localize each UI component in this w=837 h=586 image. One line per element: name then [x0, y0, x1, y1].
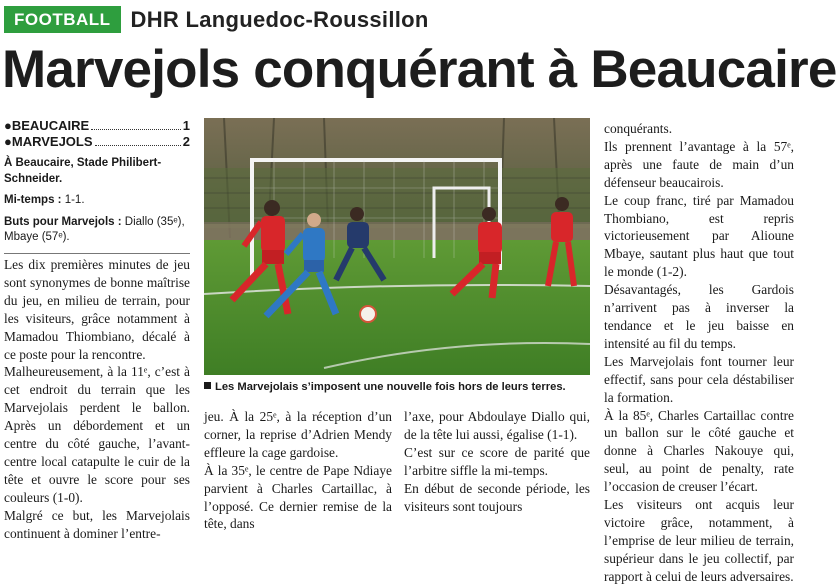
paragraph: jeu. À la 25ᵉ, à la réception d’un corner, la reprise d’Adrien Mendy effleure la cage gardoise.: [204, 409, 392, 460]
paragraph: Ils prennent l’avantage à la 57ᵉ, après une faute de main d’un défenseur beaucairois.: [604, 138, 794, 190]
halftime-line: [4, 193, 190, 209]
team-score: 2: [182, 134, 190, 149]
rubric-header: [4, 6, 429, 33]
article-column-3: [404, 408, 590, 515]
paragraph: Les visiteurs ont acquis leur victoire grâce, notamment, à l’emprise de leur milieu de terrain, supérieur dans le jeu collectif, par rapport à celui de leurs adversaires.: [604, 497, 794, 584]
dotted-leader: [91, 118, 181, 130]
team-row-home: [4, 118, 190, 134]
divider: [4, 253, 190, 254]
photo-caption: [204, 380, 590, 394]
bullet-icon: ●: [4, 118, 12, 133]
team-score: 1: [182, 118, 190, 133]
dotted-leader: [95, 134, 181, 146]
paragraph: Désavantagés, les Gardois n’arrivent pas à inverser la tendance et le jeu baisse en intensité au fil du temps.: [604, 282, 794, 351]
paragraph: Les Marvejolais font tourner leur effectif, sans pour cela déstabiliser la formation.: [604, 353, 794, 405]
caption-text: Les Marvejolais s’imposent une nouvelle fois hors de leurs terres.: [215, 381, 566, 393]
team-name: MARVEJOLS: [11, 134, 93, 149]
bullet-icon: ●: [4, 134, 12, 149]
football-ball: [360, 306, 376, 322]
paragraph: En début de seconde période, les visiteurs sont toujours: [404, 480, 590, 514]
paragraph: Malgré ce but, les Marvejolais continuent à dominer l’entre-: [4, 507, 190, 541]
paragraph: C’est sur ce score de parité que l’arbitre siffle la mi-temps.: [404, 444, 590, 478]
paragraph: Les dix premières minutes de jeu sont synonymes de bonne maîtrise du jeu, en milieu de terrain, pour les visiteurs, grâce notamment à Mamadou Thiombiano, décalé à ce poste pour la rencontre.: [4, 257, 190, 362]
paragraph: conquérants.: [604, 121, 673, 136]
score-box: [4, 118, 190, 254]
match-info: [4, 156, 190, 246]
match-photo: [204, 118, 590, 375]
article-column-1: [4, 256, 190, 543]
article-headline: Marvejols conquérant à Beaucaire: [2, 40, 837, 99]
article-column-4: [604, 120, 794, 586]
venue: À Beaucaire, Stade Philibert-Schneider.: [4, 157, 162, 185]
paragraph: l’axe, pour Abdoulaye Diallo qui, de la tête lui aussi, égalise (1-1).: [404, 409, 590, 442]
article-column-2: [204, 408, 392, 533]
team-row-away: [4, 134, 190, 150]
paragraph: Le coup franc, tiré par Mamadou Thombiano, est repris victorieusement par Alioune Mbaye, sautant plus haut que tout le monde (1-2).: [604, 192, 794, 280]
match-photo-illustration: [204, 118, 590, 375]
league-title: DHR Languedoc-Roussillon: [130, 6, 429, 32]
scorers-label: Buts pour Marvejols :: [4, 215, 122, 228]
paragraph: À la 85ᵉ, Charles Cartaillac contre un ballon sur le côté gauche et donne à Charles Nakouye qui, seul, au point de penalty, rate l’occasion de creuser l’écart.: [604, 407, 794, 495]
scorers-value: Diallo (35ᵉ), Mbaye (57ᵉ).: [4, 215, 185, 243]
paragraph: À la 35ᵉ, le centre de Pape Ndiaye parvient à Charles Cartaillac, à l’opposé. Ce dernier remise de la tête, dans: [204, 462, 392, 532]
halftime-value: 1-1.: [61, 194, 85, 206]
paragraph: Malheureusement, à la 11ᵉ, c’est à cet endroit du terrain que les Marvejolais perdent le ballon. Après un débordement et un centre du côté gauche, l’avant-centre local catapulte le cuir de la tête et ouvre le score pour ses couleurs (1-0).: [4, 364, 190, 505]
section-badge: FOOTBALL: [4, 6, 121, 33]
square-bullet-icon: [204, 382, 211, 389]
scorers-line: [4, 215, 190, 246]
halftime-label: Mi-temps :: [4, 194, 62, 206]
team-name: BEAUCAIRE: [11, 118, 90, 133]
